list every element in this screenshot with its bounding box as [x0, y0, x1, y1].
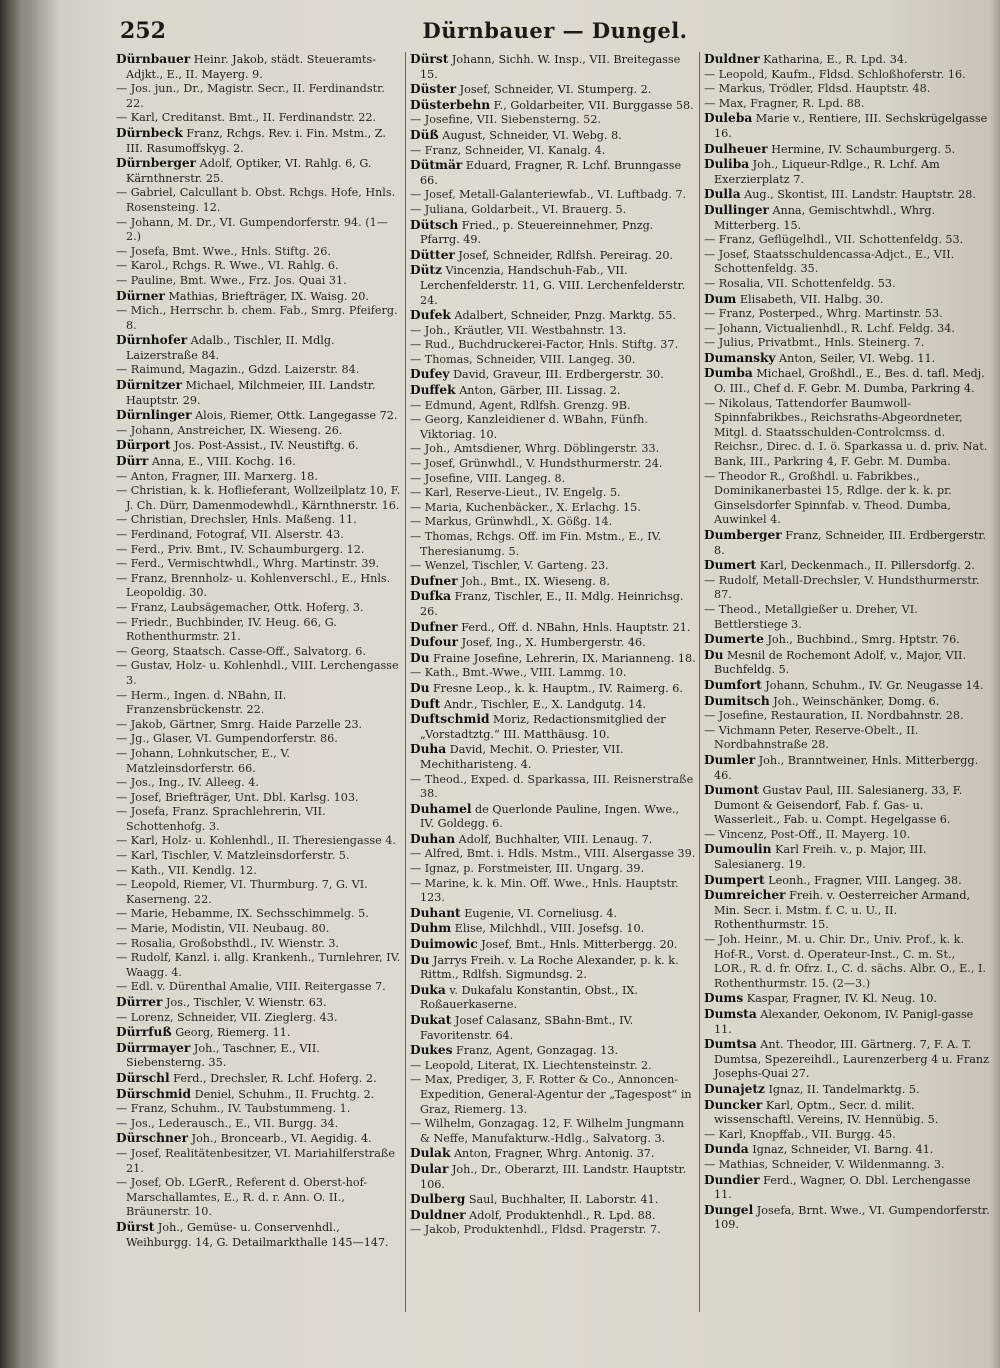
directory-entry: — Nikolaus, Tattendorfer Baumwoll-Spinnfabrikbes., Reichsraths-Abgeordneter, Mitgl. d. Staatsschulden-Controlcmss. d. Reichsr., Direc. d. I. ö. Sparkassa u. d. priv. Nat. Bank, III., Parkring 4, F. Gebr. M. Dumba. — [704, 396, 988, 469]
directory-entry: Dürrfuß Georg, Riemerg. 11. — [116, 1025, 291, 1040]
directory-entry: Dumtsa Ant. Theodor, III. Gärtnerg. 7, F. A. T. Dumtsa, Spezereihdl., Laurenzerberg 4 u. Franz Josephs-Quai 27. — [704, 1037, 989, 1081]
directory-entry: Dumpert Leonh., Fragner, VIII. Langeg. 38. — [704, 872, 962, 887]
directory-entry: — Ferdinand, Fotograf, VII. Alserstr. 43. — [116, 528, 344, 541]
directory-entry: Duft Andr., Tischler, E., X. Landgutg. 14. — [410, 696, 647, 711]
directory-entry: — Karl, Reserve-Lieut., IV. Engelg. 5. — [410, 486, 621, 500]
directory-entry: Dütsch Fried., p. Steuereinnehmer, Pnzg. Pfarrg. 49. — [410, 217, 654, 247]
directory-entry: — Franz, Posterped., Whrg. Martinstr. 53. — [704, 307, 943, 321]
directory-entry: — Jos., Ing., IV. Alleeg. 4. — [116, 776, 259, 790]
directory-entry: — Julius, Privatbmt., Hnls. Steinerg. 7. — [704, 336, 925, 350]
directory-entry: — Karl, Knopffab., VII. Burgg. 45. — [704, 1127, 896, 1141]
directory-entry: Dumberger Franz, Schneider, III. Erdbergerstr. 8. — [704, 528, 987, 557]
directory-entry: — Franz, Schuhm., IV. Taubstummeng. 1. — [116, 1102, 351, 1116]
directory-entry: — Theod., Exped. d. Sparkassa, III. Reisnerstraße 38. — [410, 772, 694, 801]
directory-entry: Duldner Adolf, Produktenhdl., R. Lpd. 88. — [410, 1207, 656, 1222]
directory-entry: Dukes Franz, Agent, Gonzagag. 13. — [410, 1043, 619, 1058]
directory-entry: Dufey David, Graveur, III. Erdbergerstr. 30. — [410, 367, 664, 382]
running-title: Dürnbauer — Dungel. — [422, 18, 688, 43]
directory-entry: — Josefine, VII. Siebensterng. 52. — [410, 113, 602, 127]
directory-entry: Dufka Franz, Tischler, E., II. Mdlg. Heinrichsg. 26. — [410, 589, 684, 618]
directory-entry: Duncker Karl, Optm., Secr. d. milit. wissenschaftl. Vereins, IV. Hennübig. 5. — [704, 1097, 939, 1127]
directory-entry: — Vichmann Peter, Reserve-Obelt., II. Nordbahnstraße 28. — [704, 723, 919, 752]
directory-entry: — Joh., Amtsdiener, Whrg. Döblingerstr. 33. — [410, 442, 660, 456]
directory-entry: Dumler Joh., Branntweiner, Hnls. Mitterbergg. 46. — [704, 752, 979, 782]
directory-entry: Duka v. Dukafalu Konstantin, Obst., IX. Roßauerkaserne. — [410, 982, 638, 1012]
directory-entry: — Joh. Heinr., M. u. Chir. Dr., Univ. Prof., k. k. Hof-R., Vorst. d. Operateur-Inst., C. m. St., LOR., R. d. fr. Ofrz. I., C. d. sächs. Albr. O., E., I. Rothenthurmstr. 15. (2—3.) — [704, 933, 986, 990]
directory-entry: Dumreicher Freih. v. Oesterreicher Armand, Min. Secr. i. Mstm. f. C. u. U., II. Rothenthurmstr. 15. — [704, 888, 971, 932]
directory-entry: Dumitsch Joh., Weinschänker, Domg. 6. — [704, 693, 940, 708]
directory-entry: Du Fraine Josefine, Lehrerin, IX. Marianneng. 18. — [410, 650, 696, 665]
directory-entry: — Johann, Anstreicher, IX. Wieseng. 26. — [116, 423, 343, 437]
directory-entry: Dukat Josef Calasanz, SBahn-Bmt., IV. Favoritenstr. 64. — [410, 1013, 634, 1042]
directory-entry: — Ferd., Priv. Bmt., IV. Schaumburgerg. 12. — [116, 542, 365, 556]
column-2 — [410, 52, 696, 1352]
directory-entry: Dürst Joh., Gemüse- u. Conservenhdl., Weihburgg. 14, G. Detailmarkthalle 145—147. — [116, 1219, 389, 1249]
directory-entry: Dullinger Anna, Gemischtwhdl., Whrg. Mitterberg. 15. — [704, 202, 936, 232]
directory-entry: Dulak Anton, Fragner, Whrg. Antonig. 37. — [410, 1146, 655, 1161]
directory-entry: Dütmär Eduard, Fragner, R. Lchf. Brunngasse 66. — [410, 158, 682, 187]
directory-entry: Duleba Marie v., Rentiere, III. Sechskrügelgasse 16. — [704, 111, 988, 140]
directory-entry: Duimowic Josef, Bmt., Hnls. Mitterbergg. 20. — [410, 937, 678, 952]
directory-entry: Dumont Gustav Paul, III. Salesianerg. 33, F. Dumont & Geisendorf, Fab. f. Gas- u. Wasserleit., Fab. u. Compt. Hegelgasse 6. — [704, 783, 963, 827]
directory-entry: Dufour Josef, Ing., X. Humbergerstr. 46. — [410, 635, 646, 650]
directory-entry: Dürnlinger Alois, Riemer, Ottk. Langegasse 72. — [116, 408, 398, 423]
directory-entry: — Alfred, Bmt. i. Hdls. Mstm., VIII. Alsergasse 39. — [410, 847, 696, 861]
directory-entry: — Jos. jun., Dr., Magistr. Secr., II. Ferdinandstr. 22. — [116, 82, 385, 110]
directory-entry: — Franz, Brennholz- u. Kohlenverschl., E., Hnls. Leopoldig. 30. — [116, 571, 391, 600]
directory-entry: — Maria, Kuchenbäcker., X. Erlachg. 15. — [410, 500, 641, 514]
directory-entry: — Marine, k. k. Min. Off. Wwe., Hnls. Hauptstr. 123. — [410, 876, 679, 905]
directory-entry: — Markus, Grünwhdl., X. Gößg. 14. — [410, 515, 613, 529]
directory-entry: Duhm Elise, Milchhdl., VIII. Josefsg. 10. — [410, 921, 645, 936]
directory-entry: Dürnbauer Heinr. Jakob, städt. Steueramts-Adjkt., E., II. Mayerg. 9. — [116, 52, 376, 81]
directory-entry: — Josef, Staatsschuldencassa-Adjct., E., VII. Schottenfeldg. 35. — [704, 247, 955, 276]
directory-entry: — Christian, k. k. Hoflieferant, Wollzeilplatz 10, F. J. Ch. Dürr, Damenmodewhdl., Kärnthnerstr. 16. — [116, 484, 401, 512]
directory-entry: Du Fresne Leop., k. k. Hauptm., IV. Raimerg. 6. — [410, 680, 683, 695]
directory-entry: Dürnhofer Adalb., Tischler, II. Mdlg. Laizerstraße 84. — [116, 333, 335, 362]
directory-entry: Duftschmid Moriz, Redactionsmitglied der „Vorstadtztg.“ III. Matthäusg. 10. — [410, 712, 666, 741]
directory-entry: — Josef, Metall-Galanteriewfab., VI. Luftbadg. 7. — [410, 188, 687, 202]
directory-entry: Dürschner Joh., Broncearb., VI. Aegidig. 4. — [116, 1131, 372, 1146]
directory-entry: Dums Kaspar, Fragner, IV. Kl. Neug. 10. — [704, 991, 937, 1006]
directory-entry: Dumoulin Karl Freih. v., p. Major, III. Salesianerg. 19. — [704, 842, 927, 872]
directory-entry: — Lorenz, Schneider, VII. Zieglerg. 43. — [116, 1010, 338, 1024]
directory-entry: Dürr Anna, E., VIII. Kochg. 16. — [116, 454, 296, 469]
directory-entry: Duhan Adolf, Buchhalter, VIII. Lenaug. 7. — [410, 831, 653, 846]
column-1 — [116, 52, 402, 1352]
directory-entry: — Josefine, Restauration, II. Nordbahnstr. 28. — [704, 709, 964, 723]
directory-entry: — Franz, Geflügelhdl., VII. Schottenfeldg. 53. — [704, 233, 964, 247]
directory-entry: Düster Josef, Schneider, VI. Stumperg. 2. — [410, 82, 652, 97]
directory-entry: Dumsta Alexander, Oekonom, IV. Panigl-gasse 11. — [704, 1007, 974, 1036]
directory-entry: — Josef, Realitätenbesitzer, VI. Mariahilferstraße 21. — [116, 1146, 396, 1175]
directory-entry: Dürnbeck Franz, Rchgs. Rev. i. Fin. Mstm., Z. III. Rasumoffskyg. 2. — [116, 125, 386, 155]
directory-entry: Dürner Mathias, Briefträger, IX. Waisg. 20. — [116, 288, 369, 303]
directory-entry: — Johann, Victualienhdl., R. Lchf. Feldg. 34. — [704, 321, 955, 335]
directory-entry: Dumert Karl, Deckenmach., II. Pillersdorfg. 2. — [704, 558, 975, 573]
directory-entry: — Ignaz, p. Forstmeister, III. Ungarg. 39. — [410, 862, 645, 876]
directory-entry: Duhant Eugenie, VI. Corneliusg. 4. — [410, 905, 618, 920]
directory-entry: Dular Joh., Dr., Oberarzt, III. Landstr. Hauptstr. 106. — [410, 1161, 687, 1191]
column-divider — [405, 52, 406, 1312]
directory-entry: — Vincenz, Post-Off., II. Mayerg. 10. — [704, 827, 911, 841]
directory-entry: Dütter Josef, Schneider, Rdlfsh. Pereirag. 20. — [410, 247, 674, 262]
directory-entry: Dürnitzer Michael, Milchmeier, III. Landstr. Hauptstr. 29. — [116, 378, 376, 407]
directory-entry: Dürrer Jos., Tischler, V. Wienstr. 63. — [116, 995, 327, 1009]
directory-entry: Dürst Johann, Sichh. W. Insp., VII. Breitegasse 15. — [410, 52, 681, 81]
directory-entry: — Mathias, Schneider, V. Wildenmanng. 3. — [704, 1157, 945, 1171]
directory-entry: — Wenzel, Tischler, V. Garteng. 23. — [410, 559, 609, 573]
directory-entry: Duliba Joh., Liqueur-Rdlge., R. Lchf. Am Exerzierplatz 7. — [704, 157, 940, 186]
directory-entry: — Joh., Kräutler, VII. Westbahnstr. 13. — [410, 323, 627, 337]
directory-entry: Düsterbehn F., Goldarbeiter, VII. Burggasse 58. — [410, 97, 694, 112]
column-divider — [699, 52, 700, 1312]
directory-entry: Dürschl Ferd., Drechsler, R. Lchf. Hoferg. 2. — [116, 1070, 377, 1085]
column-3 — [704, 52, 990, 1352]
directory-entry: — Max, Fragner, R. Lpd. 88. — [704, 96, 865, 110]
directory-entry: Duha David, Mechit. O. Priester, VII. Mechitharisteng. 4. — [410, 742, 624, 771]
directory-entry: Du Jarrys Freih. v. La Roche Alexander, p. k. k. Rittm., Rdlfsh. Sigmundsg. 2. — [410, 952, 679, 982]
directory-entry: Düß August, Schneider, VI. Webg. 8. — [410, 127, 622, 142]
directory-entry: — Juliana, Goldarbeit., VI. Brauerg. 5. — [410, 202, 627, 216]
directory-entry: — Georg, Kanzleidiener d. WBahn, Fünfh. Viktoriag. 10. — [410, 413, 648, 441]
directory-entry: — Herm., Ingen. d. NBahn, II. Franzensbrückenstr. 22. — [116, 688, 287, 717]
directory-entry: — Karl, Holz- u. Kohlenhdl., II. Theresiengasse 4. — [116, 834, 396, 848]
directory-entry: — Edl. v. Dürenthal Amalie, VIII. Reitergasse 7. — [116, 980, 386, 994]
directory-entry: Duffek Anton, Gärber, III. Lissag. 2. — [410, 383, 621, 398]
directory-entry: — Pauline, Bmt. Wwe., Frz. Jos. Quai 31. — [116, 273, 347, 287]
directory-entry: — Edmund, Agent, Rdlfsh. Grenzg. 9B. — [410, 398, 631, 412]
directory-entry: Dürnberger Adolf, Optiker, VI. Rahlg. 6, G. Kärnthnerstr. 25. — [116, 156, 372, 185]
directory-entry: Dulberg Saul, Buchhalter, II. Laborstr. 41. — [410, 1192, 659, 1207]
directory-entry: — Anton, Fragner, III. Marxerg. 18. — [116, 469, 318, 483]
directory-entry: — Rosalia, Großobsthdl., IV. Wienstr. 3. — [116, 936, 339, 950]
directory-entry: — Johann, M. Dr., VI. Gumpendorferstr. 94. (1—2.) — [116, 215, 388, 244]
directory-entry: Dufner Ferd., Off. d. NBahn, Hnls. Hauptstr. 21. — [410, 619, 691, 634]
directory-entry: — Markus, Trödler, Fldsd. Hauptstr. 48. — [704, 82, 931, 96]
directory-entry: Dufner Joh., Bmt., IX. Wieseng. 8. — [410, 573, 610, 588]
directory-entry: — Theod., Metallgießer u. Dreher, VI. Bettlerstiege 3. — [704, 602, 918, 631]
directory-entry: — Josefa, Franz. Sprachlehrerin, VII. Schottenhofg. 3. — [116, 805, 326, 833]
directory-entry: Dunajetz Ignaz, II. Tandelmarktg. 5. — [704, 1081, 920, 1096]
directory-entry: — Kath., VII. Kendlg. 12. — [116, 863, 257, 877]
directory-entry: Dürschmid Deniel, Schuhm., II. Fruchtg. 2. — [116, 1086, 375, 1101]
directory-entry: — Ferd., Vermischtwhdl., Whrg. Martinstr. 39. — [116, 557, 380, 571]
directory-entry: — Rudolf, Metall-Drechsler, V. Hundsthurmerstr. 87. — [704, 573, 980, 602]
directory-entry: — Josef, Grünwhdl., V. Hundsthurmerstr. 24. — [410, 457, 663, 471]
directory-entry: — Josef, Ob. LGerR., Referent d. Oberst-hof-Marschallamtes, E., R. d. r. Ann. O. II., Bräunerstr. 10. — [116, 1176, 368, 1219]
directory-entry: — Rudolf, Kanzl. i. allg. Krankenh., Turnlehrer, IV. Waagg. 4. — [116, 951, 401, 979]
directory-entry: — Jg., Glaser, VI. Gumpendorferstr. 86. — [116, 732, 338, 746]
directory-entry: — Marie, Modistin, VII. Neubaug. 80. — [116, 922, 330, 936]
directory-entry: Dulheuer Hermine, IV. Schaumburgerg. 5. — [704, 141, 956, 156]
directory-entry: — Johann, Lohnkutscher, E., V. Matzleinsdorferstr. 66. — [116, 746, 290, 775]
directory-entry: Dum Elisabeth, VII. Halbg. 30. — [704, 291, 884, 306]
directory-entry: — Christian, Drechsler, Hnls. Maßeng. 11. — [116, 513, 357, 527]
directory-entry: Dumansky Anton, Seiler, VI. Webg. 11. — [704, 350, 936, 365]
directory-entry: — Thomas, Rchgs. Off. im Fin. Mstm., E., IV. Theresianumg. 5. — [410, 530, 662, 558]
directory-entry: — Jakob, Gärtner, Smrg. Haide Parzelle 23. — [116, 717, 363, 731]
directory-entry: — Kath., Bmt.-Wwe., VIII. Lammg. 10. — [410, 666, 627, 680]
directory-entry: Dungel Josefa, Brnt. Wwe., VI. Gumpendorferstr. 109. — [704, 1202, 990, 1232]
directory-entry: — Jos., Lederausch., E., VII. Burgg. 34. — [116, 1116, 339, 1130]
directory-entry: — Karol., Rchgs. R. Wwe., VI. Rahlg. 6. — [116, 259, 339, 273]
directory-entry: — Karl, Creditanst. Bmt., II. Ferdinandstr. 22. — [116, 111, 377, 125]
directory-entry: — Mich., Herrschr. b. chem. Fab., Smrg. Pfeiferg. 8. — [116, 304, 398, 332]
directory-entry: Duhamel de Querlonde Pauline, Ingen. Wwe., IV. Goldegg. 6. — [410, 801, 680, 831]
directory-entry: — Rosalia, VII. Schottenfeldg. 53. — [704, 276, 896, 290]
directory-entry: Dufek Adalbert, Schneider, Pnzg. Marktg. 55. — [410, 308, 676, 323]
directory-entry: — Leopold, Riemer, VI. Thurmburg. 7, G. VI. Kaserneng. 22. — [116, 878, 368, 906]
directory-entry: Dulla Aug., Skontist, III. Landstr. Hauptstr. 28. — [704, 187, 976, 202]
directory-entry: Dumba Michael, Großhdl., E., Bes. d. tafl. Medj. O. III., Chef d. F. Gebr. M. Dumba, Parkring 4. — [704, 366, 985, 396]
directory-entry: — Marie, Hebamme, IX. Sechsschimmelg. 5. — [116, 907, 369, 921]
directory-entry: Duldner Katharina, E., R. Lpd. 34. — [704, 52, 908, 66]
directory-entry: — Karl, Tischler, V. Matzleinsdorferstr. 5. — [116, 849, 350, 863]
directory-entry: Dürrmayer Joh., Taschner, E., VII. Siebensterng. 35. — [116, 1040, 320, 1070]
directory-entry: — Josefa, Bmt. Wwe., Hnls. Stiftg. 26. — [116, 244, 331, 258]
directory-entry: — Jakob, Produktenhdl., Fldsd. Pragerstr. 7. — [410, 1223, 661, 1237]
directory-entry: — Wilhelm, Gonzagag. 12, F. Wilhelm Jungmann & Neffe, Manufakturw.-Hdlg., Salvatorg. 3. — [410, 1117, 685, 1145]
book-binding-edge — [0, 0, 60, 1368]
directory-entry: Dunda Ignaz, Schneider, VI. Barng. 41. — [704, 1142, 934, 1157]
directory-entry: — Theodor R., Großhdl. u. Fabrikbes., Dominikanerbastei 15, Rdlge. der k. k. pr. Ginselsdorfer Spinnfab. v. Theod. Dumba, Auwinkel 4. — [704, 469, 952, 527]
entry-columns — [116, 52, 990, 1352]
directory-entry: Dumfort Johann, Schuhm., IV. Gr. Neugasse 14. — [704, 677, 984, 692]
directory-entry: — Franz, Schneider, VI. Kanalg. 4. — [410, 143, 606, 157]
page-header — [120, 18, 990, 50]
directory-entry: Dürport Jos. Post-Assist., IV. Neustiftg. 6. — [116, 438, 359, 453]
directory-entry: Dumerte Joh., Buchbind., Smrg. Hptstr. 76. — [704, 632, 960, 647]
directory-entry: — Leopold, Kaufm., Fldsd. Schloßhoferstr. 16. — [704, 67, 966, 81]
directory-entry: — Max, Prediger, 3, F. Rotter & Co., Annoncen-Expedition, General-Agentur der „Tagespost“ in Graz, Riemerg. 13. — [410, 1073, 692, 1116]
directory-entry: — Raimund, Magazin., Gdzd. Laizerstr. 84. — [116, 363, 360, 377]
directory-entry: — Rud., Buchdruckerei-Factor, Hnls. Stiftg. 37. — [410, 338, 679, 352]
page-number: 252 — [120, 18, 166, 44]
directory-entry: — Leopold, Literat, IX. Liechtensteinstr. 2. — [410, 1058, 652, 1072]
directory-entry: — Thomas, Schneider, VIII. Langeg. 30. — [410, 352, 636, 366]
directory-entry: — Gustav, Holz- u. Kohlenhdl., VIII. Lerchengasse 3. — [116, 659, 399, 687]
directory-entry: — Georg, Staatsch. Casse-Off., Salvatorg. 6. — [116, 644, 366, 658]
directory-entry: Dütz Vincenzia, Handschuh-Fab., VII. Lerchenfelderstr. 11, G. VIII. Lerchenfelderstr. 24. — [410, 263, 686, 307]
directory-entry: — Josef, Briefträger, Unt. Dbl. Karlsg. 103. — [116, 790, 359, 804]
directory-entry: Du Mesnil de Rochemont Adolf, v., Major, VII. Buchfeldg. 5. — [704, 647, 967, 677]
directory-entry: — Josefine, VIII. Langeg. 8. — [410, 471, 566, 485]
directory-entry: Dundier Ferd., Wagner, O. Dbl. Lerchengasse 11. — [704, 1172, 971, 1202]
directory-entry: — Franz, Laubsägemacher, Ottk. Hoferg. 3. — [116, 600, 364, 614]
directory-entry: — Friedr., Buchbinder, IV. Heug. 66, G. Rothenthurmstr. 21. — [116, 615, 337, 644]
directory-entry: — Gabriel, Calcullant b. Obst. Rchgs. Hofe, Hnls. Rosensteing. 12. — [116, 186, 396, 214]
